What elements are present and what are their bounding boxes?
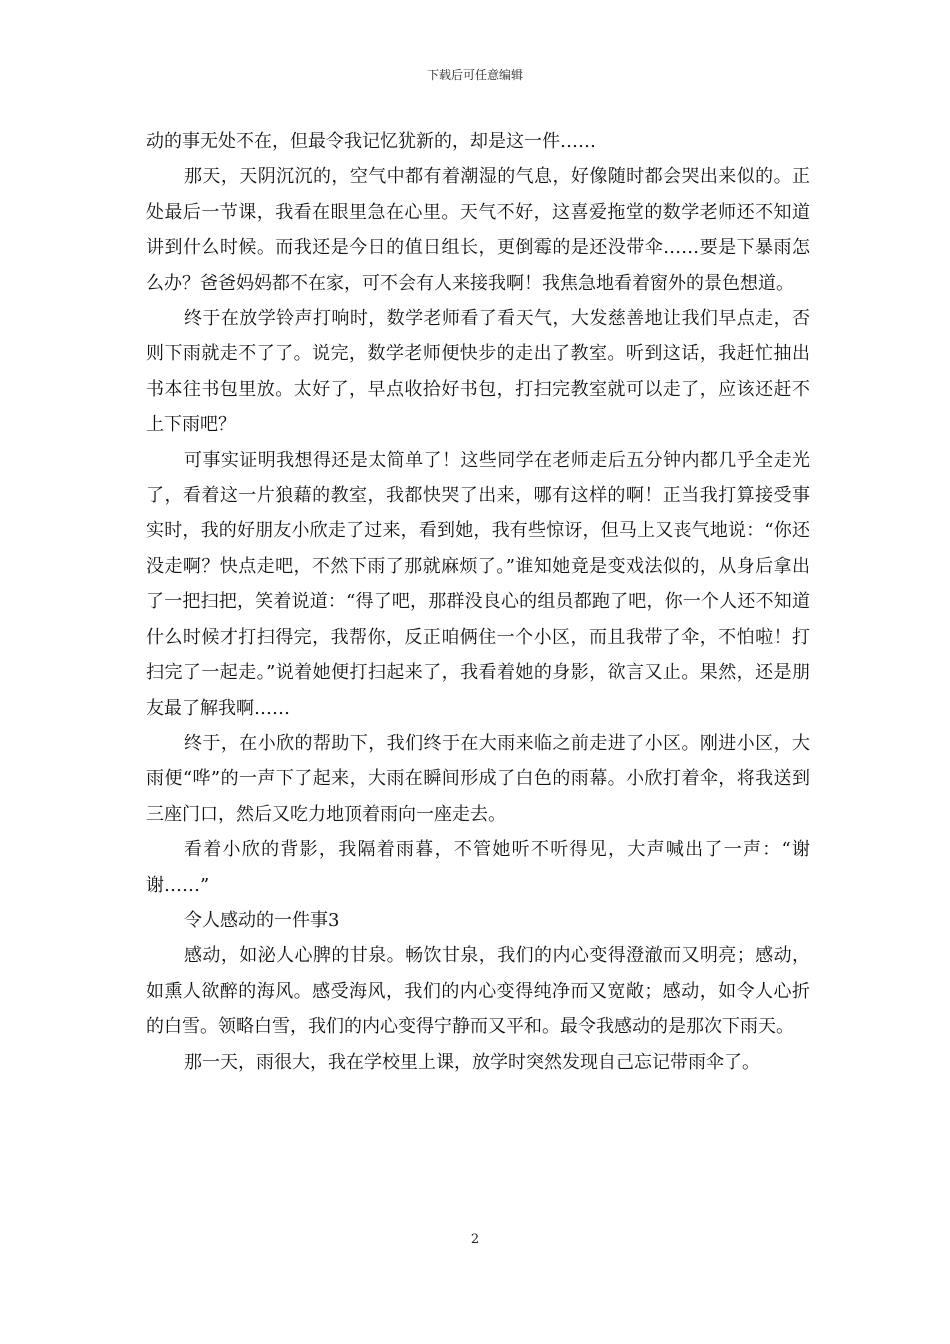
paragraph: 看着小欣的背影，我隔着雨暮，不管她听不听得见，大声喊出了一声：“谢谢……”	[146, 839, 810, 896]
paragraph: 终于，在小欣的帮助下，我们终于在大雨来临之前走进了小区。刚进小区，大雨便“哗”的一声下了起来，大雨在瞬间形成了白色的雨幕。小欣打着伞，将我送到三座门口，然后又吃力地顶着雨向一座走去。	[146, 732, 810, 825]
page-number: 2	[470, 1232, 480, 1247]
paragraph: 感动，如泌人心脾的甘泉。畅饮甘泉，我们的内心变得澄澈而又明亮；感动，如熏人欲醉的海风。感受海风，我们的内心变得纯净而又宽敞；感动，如令人心折的白雪。领略白雪，我们的内心变得宁静而又平和。最令我感动的是那次下雨天。	[146, 945, 810, 1038]
document-body	[146, 124, 810, 1080]
section-title: 令人感动的一件事3	[184, 909, 340, 931]
paragraph: 那一天，雨很大，我在学校里上课，放学时突然发现自己忘记带雨伞了。	[184, 1051, 760, 1073]
page-header: 下载后可任意编辑	[426, 68, 523, 82]
paragraph: 动的事无处不在，但最令我记忆犹新的，却是这一件……	[146, 131, 596, 152]
paragraph: 可事实证明我想得还是太简单了！这些同学在老师走后五分钟内都几乎全走光了，看着这一片狼藉的教室，我都快哭了出来，哪有这样的啊！正当我打算接受事实时，我的好朋友小欣走了过来，看到她，我有些惊讶，但马上又丧气地说：“你还没走啊？快点走吧，不然下雨了那就麻烦了。”谁知她竟是变戏法似的，从身后拿出了一把扫把，笑着说道：“得了吧，那群没良心的组员都跑了吧，你一个人还不知道什么时候才打扫得完，我帮你，反正咱俩住一个小区，而且我带了伞，不怕啦！打扫完了一起走。”说着她便打扫起来了，我看着她的身影，欲言又止。果然，还是朋友最了解我啊……	[146, 449, 810, 719]
paragraph: 那天，天阴沉沉的，空气中都有着潮湿的气息，好像随时都会哭出来似的。正处最后一节课，我看在眼里急在心里。天气不好，这喜爱拖堂的数学老师还不知道讲到什么时候。而我还是今日的值日组长，更倒霉的是还没带伞……要是下暴雨怎么办？爸爸妈妈都不在家，可不会有人来接我啊！我焦急地看着窗外的景色想道。	[146, 166, 810, 294]
paragraph: 终于在放学铃声打响时，数学老师看了看天气，大发慈善地让我们早点走，否则下雨就走不了了。说完，数学老师便快步的走出了教室。听到这话，我赶忙抽出书本往书包里放。太好了，早点收拾好书包，打扫完教室就可以走了，应该还赶不上下雨吧？	[146, 308, 810, 436]
